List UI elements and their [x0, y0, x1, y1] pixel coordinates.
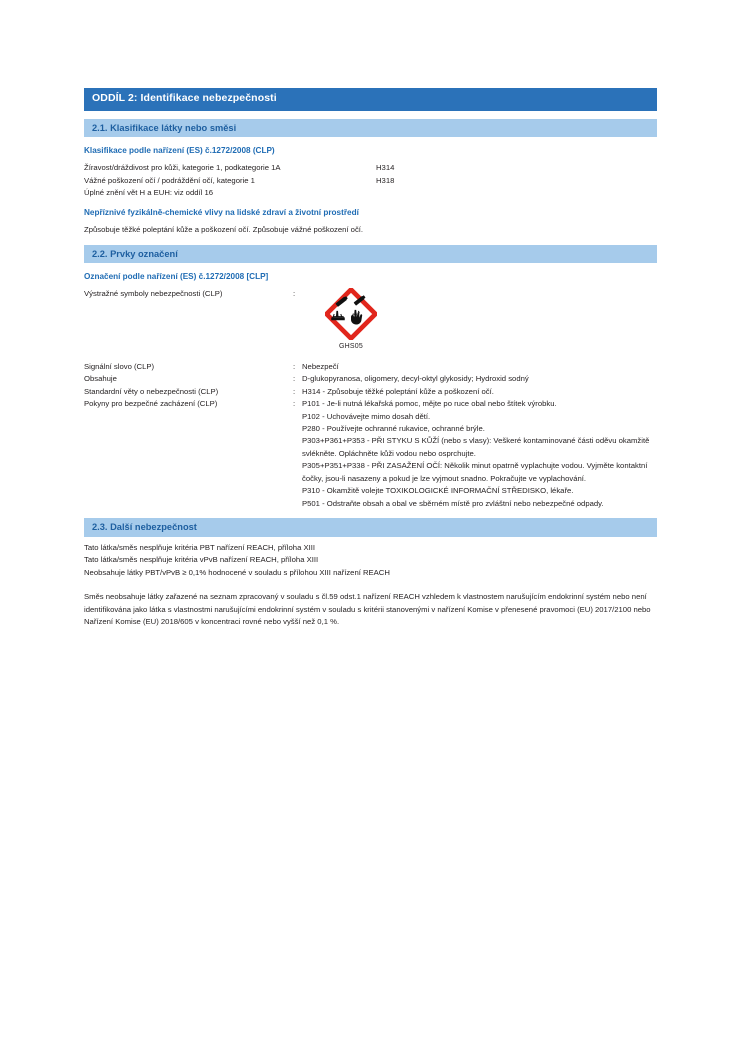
ghs05-corrosion-icon [325, 288, 377, 340]
precautionary-statement-text: P303+P361+P353 - PŘI STYKU S KŮŽÍ (nebo s vlasy): Veškeré kontaminované části oděvu okamžitě svlékněte. Opláchněte kůži vodou nebo osprchujte. [302, 436, 650, 458]
precautionary-statements-row [84, 398, 657, 510]
row-colon: : [293, 399, 296, 409]
full-hazard-text-note: Úplné znění vět H a EUH: viz oddíl 16 [84, 188, 214, 198]
classification-row [84, 162, 657, 174]
precautionary-statements-value [302, 398, 657, 510]
signal-word-text: Nebezpečí [302, 361, 339, 371]
signal-word-row [84, 361, 657, 373]
row-colon: : [293, 374, 296, 384]
adverse-effects-heading: Nepříznivé fyzikálně-chemické vlivy na lidské zdraví a životní prostředí [84, 208, 359, 218]
contains-value [302, 373, 657, 385]
row-colon: : [293, 386, 296, 396]
other-hazard-line: Tato látka/směs nesplňuje kritéria vPvB nařízení REACH, příloha XIII [84, 555, 319, 565]
classification-row [84, 175, 657, 187]
clp-classification-heading: Klasifikace podle nařízení (ES) č.1272/2008 (CLP) [84, 146, 275, 156]
contains-row [84, 373, 657, 385]
precautionary-statement-text: P305+P351+P338 - PŘI ZASAŽENÍ OČÍ: Několik minut opatrně vyplachujte vodou. Vyjměte kontaktní čočky, jsou-li nasazeny a pokud je lze vyjmout snadno. Pokračujte ve vyplachování. [302, 461, 648, 483]
hazard-statements-value [302, 386, 657, 398]
classification-list [84, 162, 657, 199]
classification-hazard-code: H314 [376, 163, 395, 173]
contains-label: Obsahuje [84, 374, 117, 384]
row-colon: : [293, 289, 296, 299]
classification-label: Žíravost/dráždivost pro kůži, kategorie 1, podkategorie 1A [84, 163, 281, 173]
classification-hazard-code: H318 [376, 175, 395, 185]
subsection-header-2-1: 2.1. Klasifikace látky nebo směsi [84, 119, 657, 138]
classification-label: Vážné poškození očí / podráždění očí, kategorie 1 [84, 175, 255, 185]
precautionary-statements-label: Pokyny pro bezpečné zacházení (CLP) [84, 399, 218, 409]
other-hazards-list [84, 542, 657, 579]
row-colon: : [293, 361, 296, 371]
contains-text: D-glukopyranosa, oligomery, decyl-oktyl glykosidy; Hydroxid sodný [302, 374, 529, 384]
hazard-statements-row [84, 386, 657, 398]
subsection-header-2-3: 2.3. Další nebezpečnost [84, 518, 657, 537]
section-header-oddil-2: ODDÍL 2: Identifikace nebezpečnosti [84, 88, 657, 111]
precautionary-statement-text: P280 - Používejte ochranné rukavice, ochranné brýle. [302, 424, 485, 433]
other-hazard-line: Neobsahuje látky PBT/vPvB ≥ 0,1% hodnocené v souladu s přílohou XIII nařízení REACH [84, 567, 390, 577]
endocrine-disruptor-paragraph: Směs neobsahuje látky zařazené na seznam zpracovaný v souladu s čl.59 odst.1 nařízení REACH vzhledem k vlastnostem narušujícím endokrinní systém nebo není identifikována jako látka s vlastnostmi narušujícími endokrinní systém v souladu s kritérii stanovenými v nařízení Komise v přenesené pravomoci (EU) 2017/2100 nebo Nařízení Komise (EU) 2018/605 v koncentraci rovné nebo vyšší než 0,1 %. [84, 592, 651, 627]
subsection-header-2-2: 2.2. Prvky označení [84, 245, 657, 264]
pictogram-row [84, 288, 657, 352]
pictogram-row-value [302, 288, 657, 352]
pictogram-row-label: Výstražné symboly nebezpečnosti (CLP) [84, 289, 223, 299]
adverse-effects-text: Způsobuje těžké poleptání kůže a poškození očí. Způsobuje vážné poškození očí. [84, 225, 364, 235]
labelling-heading: Označení podle nařízení (ES) č.1272/2008 [CLP] [84, 272, 269, 282]
signal-word-value [302, 361, 657, 373]
precautionary-statement-text: P102 - Uchovávejte mimo dosah dětí. [302, 411, 431, 421]
other-hazard-line: Tato látka/směs nesplňuje kritéria PBT nařízení REACH, příloha XIII [84, 542, 316, 552]
hazard-statements-label: Standardní věty o nebezpečnosti (CLP) [84, 386, 219, 396]
ghs-pictogram-block [322, 288, 380, 352]
precautionary-statement-text: P310 - Okamžitě volejte TOXIKOLOGICKÉ INFORMAČNÍ STŘEDISKO, lékaře. [302, 486, 574, 496]
signal-word-label: Signální slovo (CLP) [84, 361, 155, 371]
sds-section-2-document [84, 88, 657, 629]
precautionary-statement-text: P501 - Odstraňte obsah a obal ve sběrném místě pro zvláštní nebo nebezpečné odpady. [302, 498, 604, 508]
precautionary-statement-text: P101 - Je-li nutná lékařská pomoc, mějte po ruce obal nebo štítek výrobku. [302, 399, 557, 409]
hazard-statement-text: H314 - Způsobuje těžké poleptání kůže a poškození očí. [302, 386, 494, 396]
labelling-rows [84, 361, 657, 511]
pictogram-code-label: GHS05 [339, 343, 363, 351]
